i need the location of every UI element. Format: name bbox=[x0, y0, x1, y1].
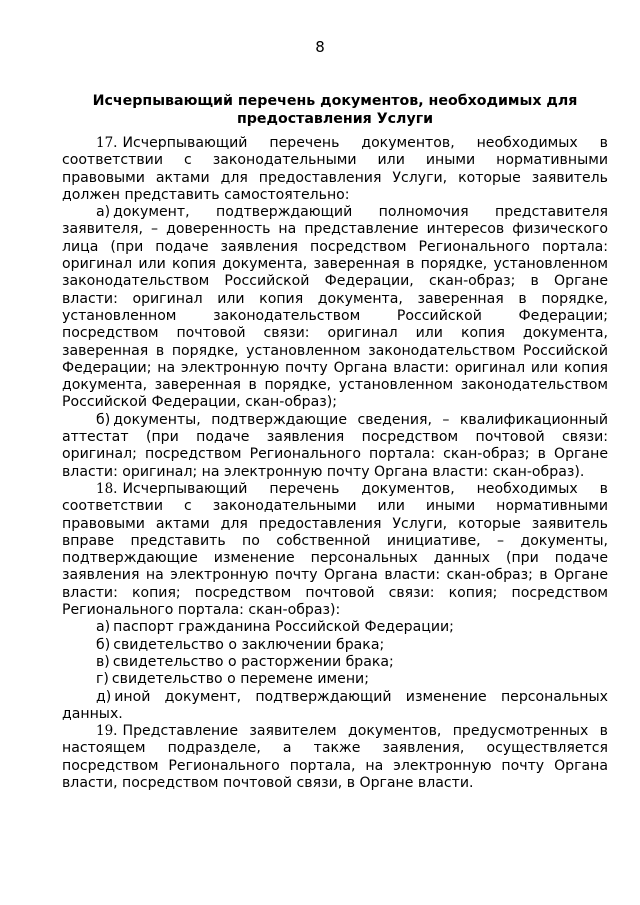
list-letter: г) bbox=[96, 671, 109, 688]
list-item-text: документ, подтверждающий полномочия представителя заявителя, – доверенность на представление интересов физического лица (при подаче заявления посредством Регионального портала: оригинал или копия документа, заверенная в порядке, установленном законодательством Российской Федерации, скан-образ; в Органе власти: оригинал или копия документа, заверенная в порядке, установленном законодательством Российской Федерации; посредством почтовой связи: оригинал или копия документа, заверенная в порядке, установленном законодательством Российской Федерации; на электронную почту Органа власти: оригинал или копия документа, заверенная в порядке, установленном законодательством Российской Федерации, скан-образ); bbox=[62, 204, 608, 411]
list-letter: а) bbox=[96, 619, 111, 636]
paragraph-19 bbox=[62, 723, 608, 792]
paragraph-18-a bbox=[62, 619, 608, 636]
paragraph-text: Представление заявителем документов, предусмотренных в настоящем подразделе, а также заявления, осуществляется посредством Регионального портала, на электронную почту Органа власти, посредством почтовой связи, в Органе власти. bbox=[62, 723, 608, 791]
section-title: Исчерпывающий перечень документов, необходимых для предоставления Услуги bbox=[92, 93, 578, 127]
paragraph-18-v bbox=[62, 654, 608, 671]
list-item-text: документы, подтверждающие сведения, – квалификационный аттестат (при подаче заявления посредством почтовой связи: оригинал; посредством Регионального портала: скан-образ; в Органе власти: оригинал; на электронную почту Органа власти: скан-образ). bbox=[62, 411, 608, 480]
paragraph-text: Исчерпывающий перечень документов, необходимых в соответствии с законодательными или иными нормативными правовыми актами для предоставления Услуги, которые заявитель должен представить самостоятельно: bbox=[62, 135, 608, 203]
page-number: 8 bbox=[315, 38, 325, 56]
paragraph-text: Исчерпывающий перечень документов, необходимых в соответствии с законодательными или иными нормативными правовыми актами для предоставления Услуги, которые заявитель вправе представить по собственной инициативе, – документы, подтверждающие изменение персональных данных (при подаче заявления на электронную почту Органа власти: скан-образ; в Органе власти: копия; посредством почтовой связи: копия; посредством Регионального портала: скан-образ): bbox=[62, 480, 608, 619]
paragraph-18-b bbox=[62, 637, 608, 654]
paragraph-18-g bbox=[62, 671, 608, 688]
list-letter: б) bbox=[96, 636, 111, 653]
paragraph-18 bbox=[62, 481, 608, 619]
paragraph-17-b bbox=[62, 412, 608, 481]
list-item-text: иной документ, подтверждающий изменение персональных данных. bbox=[62, 688, 608, 722]
paragraph-number: 18. bbox=[96, 480, 118, 497]
list-item-text: паспорт гражданина Российской Федерации; bbox=[113, 619, 454, 636]
list-letter: а) bbox=[96, 204, 111, 221]
paragraph-17-a bbox=[62, 204, 608, 412]
paragraph-number: 17. bbox=[96, 135, 118, 151]
paragraph-number: 19. bbox=[96, 723, 118, 740]
paragraph-17 bbox=[62, 135, 608, 204]
list-item-text: свидетельство о заключении брака; bbox=[113, 636, 385, 653]
list-letter: в) bbox=[96, 653, 110, 670]
list-letter: б) bbox=[96, 411, 111, 428]
paragraph-18-d bbox=[62, 689, 608, 724]
list-item-text: свидетельство о перемене имени; bbox=[111, 671, 369, 688]
list-item-text: свидетельство о расторжении брака; bbox=[112, 653, 394, 670]
document-body bbox=[62, 135, 608, 792]
list-letter: д) bbox=[96, 688, 112, 705]
